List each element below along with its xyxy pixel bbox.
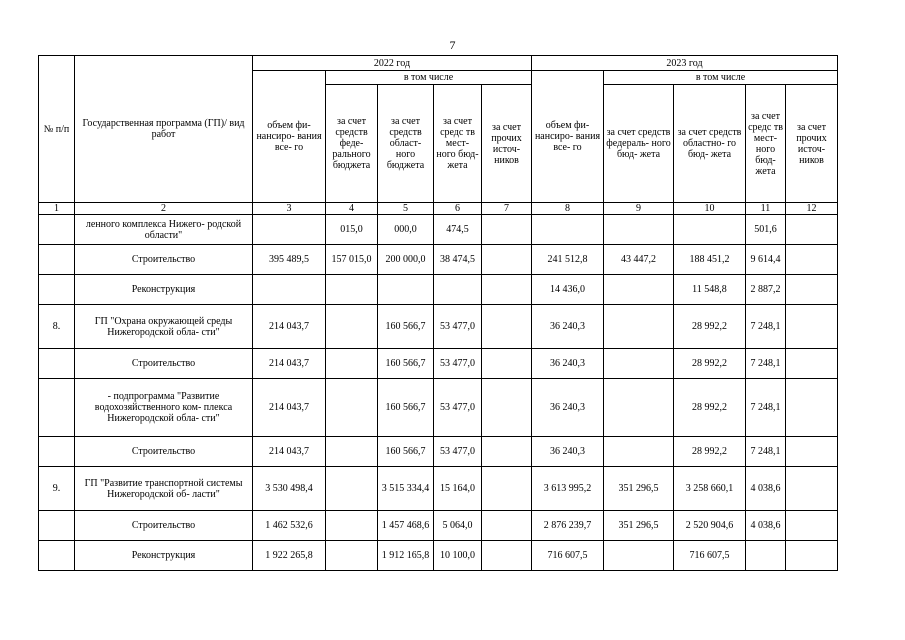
row-value: 5 064,0 [434, 511, 482, 541]
column-number: 11 [746, 203, 786, 215]
row-value [786, 275, 838, 305]
row-value: 160 566,7 [378, 379, 434, 437]
row-value: 53 477,0 [434, 305, 482, 349]
row-value [604, 305, 674, 349]
row-program-name: Строительство [75, 245, 253, 275]
row-number [39, 437, 75, 467]
row-value: 28 992,2 [674, 437, 746, 467]
row-program-name: ГП "Развитие транспортной системы Нижегородской об- ласти" [75, 467, 253, 511]
column-number: 6 [434, 203, 482, 215]
row-value [482, 245, 532, 275]
table-row [39, 541, 838, 571]
header-regional-2022: за счет средств област- ного бюджета [378, 85, 434, 203]
row-value: 716 607,5 [674, 541, 746, 571]
column-number: 7 [482, 203, 532, 215]
column-number: 3 [253, 203, 326, 215]
row-number [39, 349, 75, 379]
row-value [482, 541, 532, 571]
table-row [39, 349, 838, 379]
header-including-2023: в том числе [604, 71, 838, 85]
table-row [39, 275, 838, 305]
row-value [604, 275, 674, 305]
row-number [39, 379, 75, 437]
row-value [786, 541, 838, 571]
row-value: 157 015,0 [326, 245, 378, 275]
row-value [786, 349, 838, 379]
row-value: 36 240,3 [532, 437, 604, 467]
header-local-2023: за счет средс тв мест- ного бюд- жета [746, 85, 786, 203]
row-value: 53 477,0 [434, 379, 482, 437]
row-value [786, 437, 838, 467]
row-program-name: ГП "Охрана окружающей среды Нижегородской обла- сти" [75, 305, 253, 349]
row-value [326, 437, 378, 467]
row-value: 2 876 239,7 [532, 511, 604, 541]
row-value: 3 515 334,4 [378, 467, 434, 511]
row-value [434, 275, 482, 305]
row-value: 7 248,1 [746, 305, 786, 349]
row-value: 3 613 995,2 [532, 467, 604, 511]
row-value: 7 248,1 [746, 379, 786, 437]
row-value [326, 349, 378, 379]
header-federal-2023: за счет средств федераль- ного бюд- жета [604, 85, 674, 203]
row-value [786, 467, 838, 511]
row-value [674, 215, 746, 245]
header-total-2022: объем фи- нансиро- вания все- го [253, 71, 326, 203]
row-value [786, 379, 838, 437]
row-value: 214 043,7 [253, 437, 326, 467]
row-value [326, 541, 378, 571]
row-value: 1 457 468,6 [378, 511, 434, 541]
row-value: 351 296,5 [604, 467, 674, 511]
row-value: 3 258 660,1 [674, 467, 746, 511]
column-number: 5 [378, 203, 434, 215]
row-value [326, 511, 378, 541]
row-value: 160 566,7 [378, 349, 434, 379]
row-value: 474,5 [434, 215, 482, 245]
row-value [604, 349, 674, 379]
header-other-2023: за счет прочих источ- ников [786, 85, 838, 203]
row-value: 36 240,3 [532, 305, 604, 349]
row-value: 214 043,7 [253, 305, 326, 349]
row-value: 28 992,2 [674, 349, 746, 379]
row-value: 11 548,8 [674, 275, 746, 305]
row-value: 36 240,3 [532, 379, 604, 437]
column-number: 4 [326, 203, 378, 215]
header-local-2022: за счет средс тв мест- ного бюд- жета [434, 85, 482, 203]
row-value: 2 887,2 [746, 275, 786, 305]
row-value: 4 038,6 [746, 467, 786, 511]
row-value: 501,6 [746, 215, 786, 245]
row-value: 200 000,0 [378, 245, 434, 275]
row-value [378, 275, 434, 305]
row-value [253, 275, 326, 305]
row-value [604, 215, 674, 245]
row-number [39, 245, 75, 275]
row-number: 9. [39, 467, 75, 511]
column-number: 9 [604, 203, 674, 215]
row-value [326, 275, 378, 305]
row-value: 53 477,0 [434, 349, 482, 379]
column-number: 10 [674, 203, 746, 215]
header-federal-2022: за счет средств феде- рального бюджета [326, 85, 378, 203]
row-value [786, 215, 838, 245]
row-value [482, 379, 532, 437]
header-program: Государственная программа (ГП)/ вид работ [75, 56, 253, 203]
row-value: 10 100,0 [434, 541, 482, 571]
row-value: 241 512,8 [532, 245, 604, 275]
row-value: 36 240,3 [532, 349, 604, 379]
row-value: 28 992,2 [674, 305, 746, 349]
row-value [746, 541, 786, 571]
row-value: 160 566,7 [378, 305, 434, 349]
row-program-name: Реконструкция [75, 275, 253, 305]
header-regional-2023: за счет средств областно- го бюд- жета [674, 85, 746, 203]
table-row [39, 437, 838, 467]
table-row [39, 245, 838, 275]
column-number: 8 [532, 203, 604, 215]
row-value: 214 043,7 [253, 349, 326, 379]
row-value [532, 215, 604, 245]
row-value: 395 489,5 [253, 245, 326, 275]
row-value [482, 467, 532, 511]
row-value: 7 248,1 [746, 349, 786, 379]
column-number: 12 [786, 203, 838, 215]
row-value: 38 474,5 [434, 245, 482, 275]
page-number: 7 [449, 38, 456, 52]
row-value: 1 912 165,8 [378, 541, 434, 571]
table-row [39, 215, 838, 245]
row-value: 43 447,2 [604, 245, 674, 275]
table-row [39, 511, 838, 541]
row-value: 214 043,7 [253, 379, 326, 437]
header-year-2023: 2023 год [532, 56, 838, 71]
row-value [326, 305, 378, 349]
row-value: 4 038,6 [746, 511, 786, 541]
row-value: 2 520 904,6 [674, 511, 746, 541]
row-value: 1 462 532,6 [253, 511, 326, 541]
row-value: 7 248,1 [746, 437, 786, 467]
header-other-2022: за счет прочих источ- ников [482, 85, 532, 203]
row-value: 716 607,5 [532, 541, 604, 571]
table-row [39, 467, 838, 511]
header-num: № п/п [39, 56, 75, 203]
row-program-name: - подпрограмма "Развитие водохозяйственного ком- плекса Нижегородской обла- сти" [75, 379, 253, 437]
row-value [604, 379, 674, 437]
row-value [482, 275, 532, 305]
row-value: 1 922 265,8 [253, 541, 326, 571]
row-value: 9 614,4 [746, 245, 786, 275]
table-row [39, 379, 838, 437]
row-value: 15 164,0 [434, 467, 482, 511]
table-row [39, 305, 838, 349]
row-value: 000,0 [378, 215, 434, 245]
header-total-2023: объем фи- нансиро- вания все- го [532, 71, 604, 203]
row-value [326, 467, 378, 511]
column-numbers-row [39, 203, 838, 215]
header-year-2022: 2022 год [253, 56, 532, 71]
row-value [604, 541, 674, 571]
row-program-name: ленного комплекса Нижего- родской области" [75, 215, 253, 245]
row-value [482, 215, 532, 245]
row-value: 3 530 498,4 [253, 467, 326, 511]
row-value: 160 566,7 [378, 437, 434, 467]
row-value [253, 215, 326, 245]
header-including-2022: в том числе [326, 71, 532, 85]
row-number [39, 511, 75, 541]
row-value [482, 349, 532, 379]
row-number [39, 275, 75, 305]
financing-table [38, 55, 838, 571]
row-program-name: Строительство [75, 349, 253, 379]
row-value [786, 305, 838, 349]
row-value: 53 477,0 [434, 437, 482, 467]
row-value: 351 296,5 [604, 511, 674, 541]
row-program-name: Реконструкция [75, 541, 253, 571]
row-number: 8. [39, 305, 75, 349]
row-value [604, 437, 674, 467]
row-program-name: Строительство [75, 437, 253, 467]
column-number: 2 [75, 203, 253, 215]
row-value [482, 511, 532, 541]
row-value: 14 436,0 [532, 275, 604, 305]
row-value: 28 992,2 [674, 379, 746, 437]
row-value [786, 245, 838, 275]
row-value [482, 437, 532, 467]
row-value: 188 451,2 [674, 245, 746, 275]
row-value: 015,0 [326, 215, 378, 245]
row-number [39, 541, 75, 571]
row-value [482, 305, 532, 349]
row-number [39, 215, 75, 245]
row-program-name: Строительство [75, 511, 253, 541]
row-value [786, 511, 838, 541]
column-number: 1 [39, 203, 75, 215]
row-value [326, 379, 378, 437]
